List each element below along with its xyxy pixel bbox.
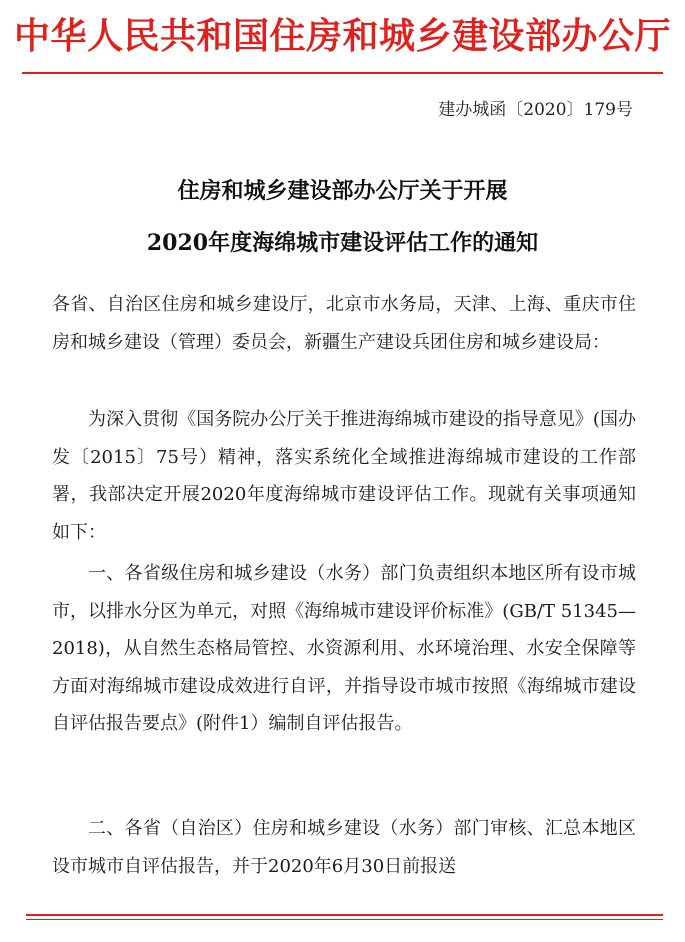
item-1-paragraph: 一、各省级住房和城乡建设（水务）部门负责组织本地区所有设市城市，以排水分区为单元，对照《海绵城市建设评价标准》(GB/T 51345—2018)，从自然生态格局管控、水资源利用、水环境治理、水安全保障等方面对海绵城市建设成效进行自评，并指导设市城市按照《海绵城市建设自评估报告要点》(附件1）编制自评估报告。 — [52, 563, 636, 734]
footer-red-rule — [26, 914, 663, 916]
title-line-2: 2020年度海绵城市建设评估工作的通知 — [146, 230, 539, 256]
masthead-red-rule — [22, 72, 663, 74]
item-2-paragraph: 二、各省（自治区）住房和城乡建设（水务）部门审核、汇总本地区设市城市自评估报告，并于2020年6月30日前报送 — [52, 818, 636, 877]
masthead: 中华人民共和国住房和城乡建设部办公厅 — [13, 16, 671, 57]
document-number: 建办城函〔2020〕179号 — [438, 100, 633, 120]
footer-red-rule-thin — [26, 919, 663, 920]
title-line-1: 住房和城乡建设部办公厅关于开展 — [177, 178, 508, 204]
intro-paragraph: 为深入贯彻《国务院办公厅关于推进海绵城市建设的指导意见》(国办发〔2015〕75号）精神，落实系统化全域推进海绵城市建设的工作部署，我部决定开展2020年度海绵城市建设评估工作。现就有关事项通知如下： — [52, 409, 636, 543]
addressee-paragraph: 各省、自治区住房和城乡建设厅，北京市水务局，天津、上海、重庆市住房和城乡建设（管理）委员会，新疆生产建设兵团住房和城乡建设局： — [52, 294, 636, 353]
